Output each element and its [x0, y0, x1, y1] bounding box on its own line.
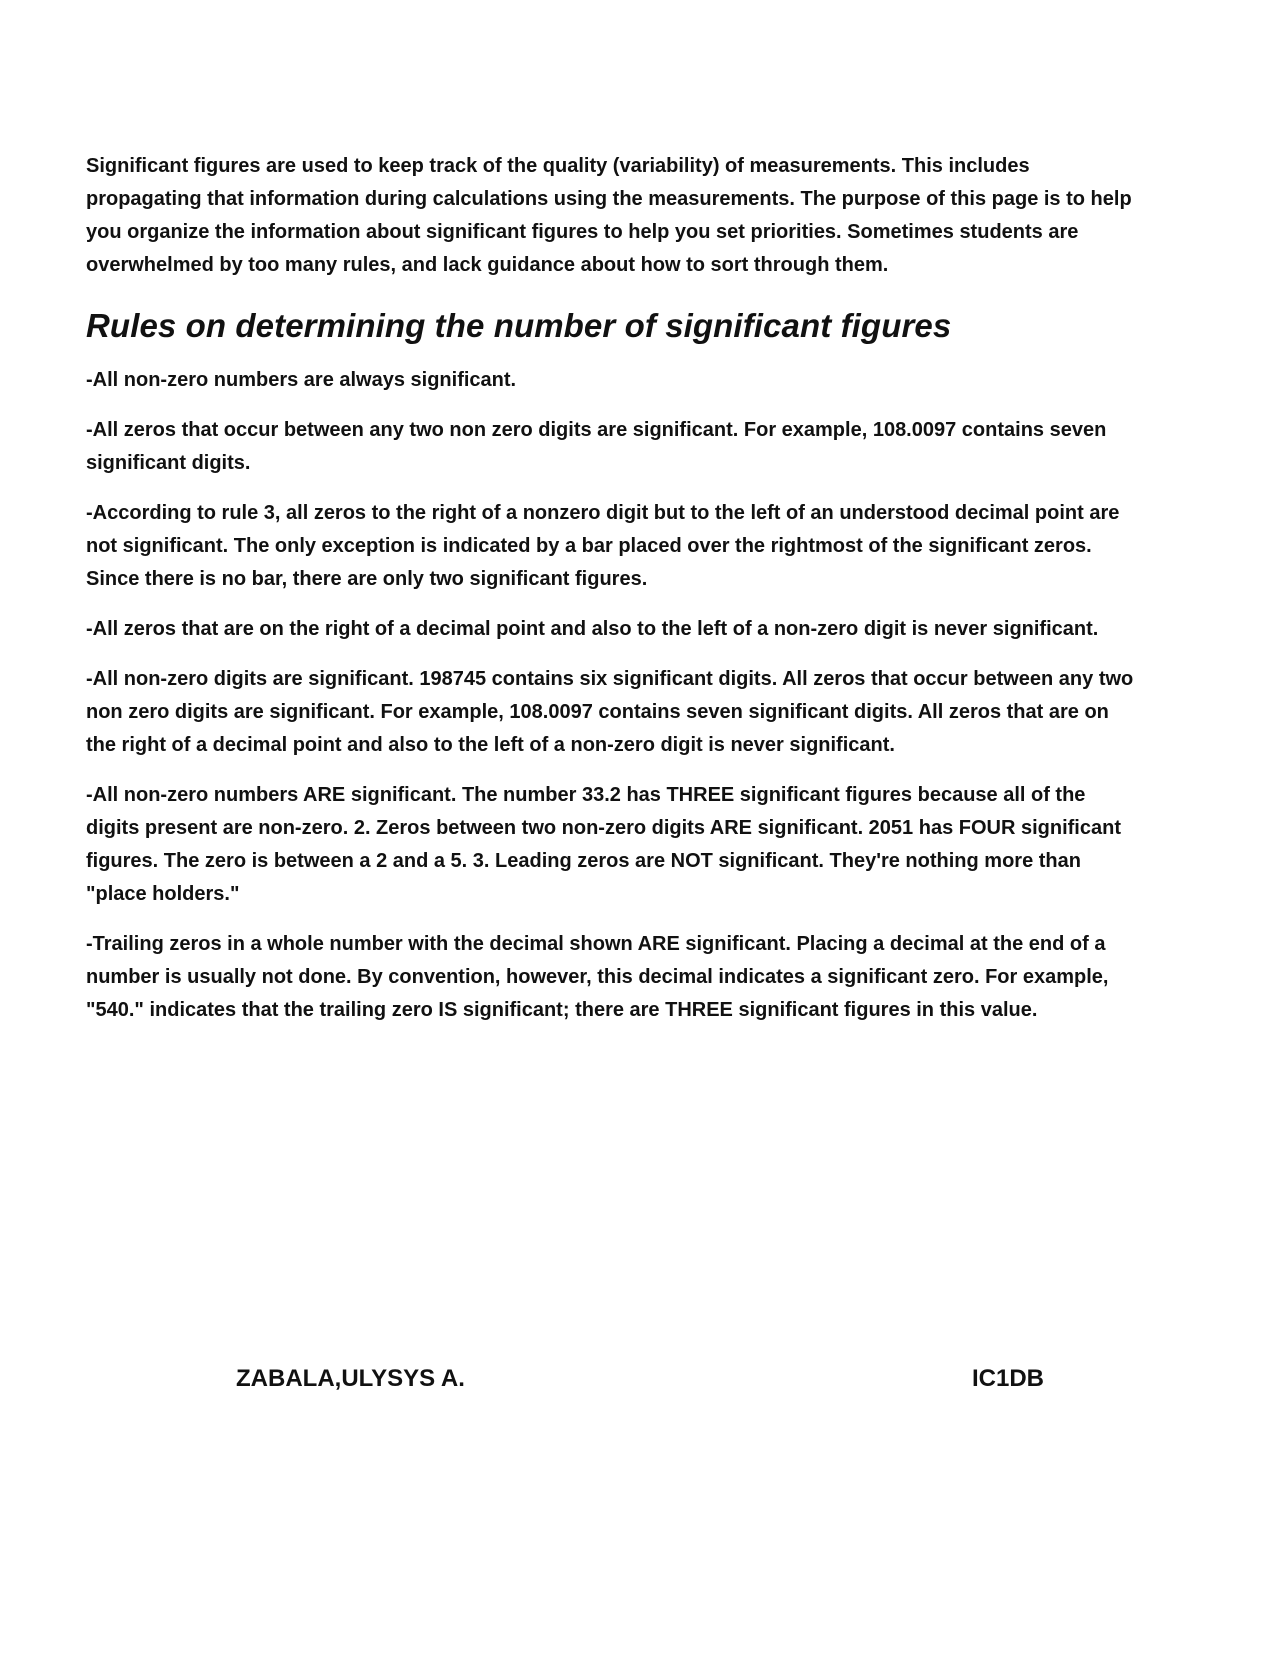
rule-item: -All zeros that occur between any two non zero digits are significant. For example, 108.0097 contains seven significant digits.	[86, 419, 1107, 474]
intro-paragraph: Significant figures are used to keep track of the quality (variability) of measurements. This includes propagating that information during calculations using the measurements. The purpose of this page is to help you organize the information about significant figures to help you set priorities. Sometimes students are overwhelmed by too many rules, and lack guidance about how to sort through them.	[86, 155, 1132, 276]
document-body	[86, 150, 1136, 1044]
rules-list	[86, 364, 1136, 1027]
signature-footer	[0, 1365, 1280, 1405]
class-section: IC1DB	[972, 1365, 1045, 1392]
rule-item: -All non-zero numbers ARE significant. The number 33.2 has THREE significant figures because all of the digits present are non-zero. 2. Zeros between two non-zero digits ARE significant. 2051 has FOUR significant figures. The zero is between a 2 and a 5. 3. Leading zeros are NOT significant. They're nothing more than "place holders."	[86, 784, 1121, 905]
rule-item: -All non-zero digits are significant. 198745 contains six significant digits. All zeros that occur between any two non zero digits are significant. For example, 108.0097 contains seven significant digits. All zeros that are on the right of a decimal point and also to the left of a non-zero digit is never significant.	[86, 668, 1134, 756]
rule-item: -All non-zero numbers are always significant.	[86, 369, 517, 391]
rule-item: -All zeros that are on the right of a decimal point and also to the left of a non-zero digit is never significant.	[86, 618, 1099, 640]
section-heading: Rules on determining the number of significant figures	[86, 307, 952, 344]
rule-item: -Trailing zeros in a whole number with the decimal shown ARE significant. Placing a decimal at the end of a number is usually not done. By convention, however, this decimal indicates a significant zero. For example, "540." indicates that the trailing zero IS significant; there are THREE significant figures in this value.	[86, 933, 1109, 1021]
rule-item: -According to rule 3, all zeros to the right of a nonzero digit but to the left of an understood decimal point are not significant. The only exception is indicated by a bar placed over the rightmost of the significant zeros. Since there is no bar, there are only two significant figures.	[86, 502, 1120, 590]
author-name: ZABALA,ULYSYS A.	[236, 1365, 465, 1392]
